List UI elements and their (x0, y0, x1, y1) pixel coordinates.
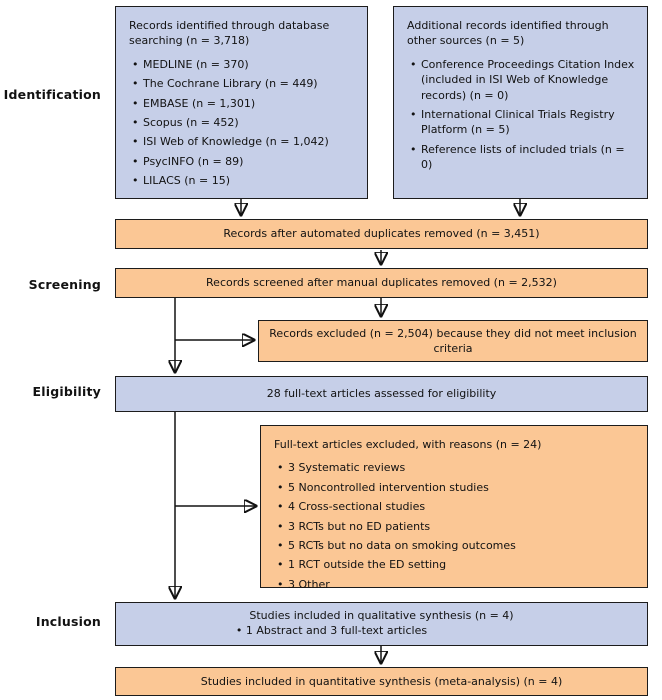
stage-label-screening: Screening (28, 277, 101, 292)
box-fulltext-excluded-title: Full-text articles excluded, with reasons (n = 24) (274, 438, 542, 451)
qualitative-synthesis-detail: • 1 Abstract and 3 full-text articles (116, 623, 647, 638)
database-sources-list (129, 57, 359, 189)
box-qualitative-synthesis-title: Studies included in qualitative synthesis (n = 4) (249, 609, 514, 622)
fulltext-excluded-reasons-list (274, 460, 639, 592)
box-fulltext-assessed: 28 full-text articles assessed for eligibility (115, 376, 648, 412)
list-item: • International Clinical Trials Registry Platform (n = 5) (410, 107, 639, 138)
box-quantitative-synthesis: Studies included in quantitative synthesis (meta-analysis) (n = 4) (115, 667, 648, 696)
box-database-searching (115, 6, 368, 199)
list-item: • LILACS (n = 15) (132, 173, 359, 188)
box-other-sources-title: Additional records identified through other sources (n = 5) (407, 19, 609, 48)
list-item: • MEDLINE (n = 370) (132, 57, 359, 72)
stage-label-inclusion: Inclusion (35, 614, 101, 629)
list-item: • ISI Web of Knowledge (n = 1,042) (132, 134, 359, 149)
list-item: • 1 RCT outside the ED setting (277, 557, 639, 572)
list-item: • 5 Noncontrolled intervention studies (277, 480, 639, 495)
other-sources-list (407, 57, 639, 173)
list-item: • 3 RCTs but no ED patients (277, 519, 639, 534)
list-item: • Scopus (n = 452) (132, 115, 359, 130)
list-item: • 5 RCTs but no data on smoking outcomes (277, 538, 639, 553)
list-item: • 4 Cross-sectional studies (277, 499, 639, 514)
list-item: • 3 Other (277, 577, 639, 592)
box-other-sources (393, 6, 648, 199)
box-auto-duplicates-removed: Records after automated duplicates removed (n = 3,451) (115, 219, 648, 249)
box-records-excluded: Records excluded (n = 2,504) because they did not meet inclusion criteria (258, 320, 648, 362)
list-item: • Conference Proceedings Citation Index (included in ISI Web of Knowledge records) (n = 0) (410, 57, 639, 103)
list-item: • 3 Systematic reviews (277, 460, 639, 475)
stage-label-identification: Identification (3, 87, 101, 102)
list-item: • The Cochrane Library (n = 449) (132, 76, 359, 91)
box-manual-duplicates-removed: Records screened after manual duplicates removed (n = 2,532) (115, 268, 648, 298)
list-item: • Reference lists of included trials (n = 0) (410, 142, 639, 173)
box-qualitative-synthesis (115, 602, 648, 646)
box-database-searching-title: Records identified through database searching (n = 3,718) (129, 19, 330, 48)
stage-label-eligibility: Eligibility (32, 384, 101, 399)
box-fulltext-excluded (260, 425, 648, 591)
list-item: • PsycINFO (n = 89) (132, 154, 359, 169)
list-item: • EMBASE (n = 1,301) (132, 96, 359, 111)
